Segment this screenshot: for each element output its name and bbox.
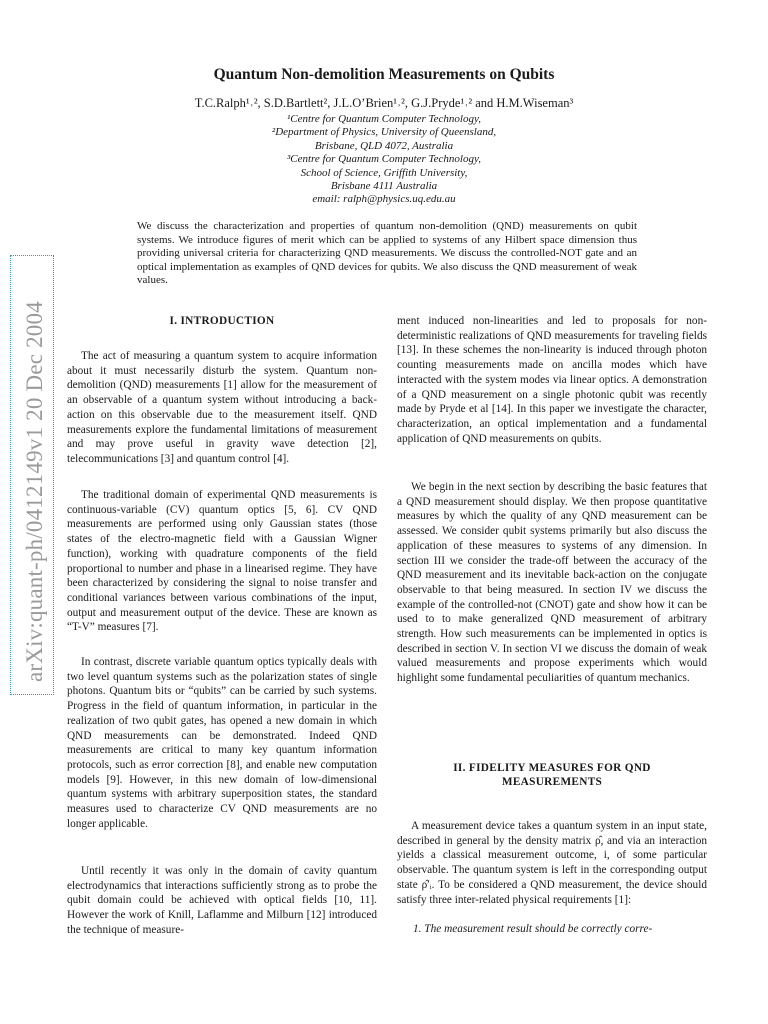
affiliation-line: ²Department of Physics, University of Queensland, bbox=[271, 126, 497, 139]
paragraph-text: We begin in the next section by describing the basic features that a QND measurement should display. We then propose quantitative measures by which the quality of any QND measurement can be assessed. We consider qubit systems primarily but also discuss the application of these measures to systems of any dimension. In section III we consider the trade-off between the accuracy of the QND measurement and its inevitable back-action on the conjugate observable to that being measured. In section IV we discuss the example of the controlled-not (CNOT) gate and show how it can be used to to make generalized QND measurement of arbitrary strength. How such measurements can be implemented in optics is described in section V. In section VI we discuss the domain of weak valued measurements and propose experiments which would highlight some fundamental peculiarities of quantum mechanics. bbox=[397, 481, 707, 685]
paragraph-text: In contrast, discrete variable quantum optics typically deals with two level quantum systems such as the polarization states of single photons. Quantum bits or “qubits” can be carried by such systems. Progress in the field of quantum information, in particular in the realization of two qubit gates, has opened a new domain in which QND measurements can be demonstrated. Indeed QND measurements are critical to many key quantum information protocols, such as error correction [8], and enable new computation models [9]. However, in this new domain of low-dimensional quantum systems with arbitrary superposition states, the standard measures used to characterize CV QND measurements are no longer applicable. bbox=[67, 656, 377, 830]
paragraph-text: The act of measuring a quantum system to acquire information about it must necessarily disturb the system. Quantum non-demolition (QND) measurements [1] allow for the measurement of an observable of a quantum system without introducing a back-action on this observable due to the measurement itself. QND measurements explore the fundamental limitations of measurement and may prove useful in gravity wave detection [2], telecommunications [3] and quantum control [4]. bbox=[67, 350, 377, 465]
intro-paragraph-1 bbox=[67, 349, 377, 467]
author-list: T.C.Ralph¹˒², S.D.Bartlett², J.L.O’Brien¹˒², G.J.Pryde¹˒² and H.M.Wiseman³ bbox=[194, 96, 574, 110]
section-heading-introduction: I. INTRODUCTION bbox=[169, 315, 275, 327]
affiliation-line: Brisbane 4111 Australia bbox=[330, 180, 438, 193]
section-heading-line: II. FIDELITY MEASURES FOR QND bbox=[453, 762, 651, 774]
arxiv-identifier: arXiv:quant-ph/0412149v1 20 Dec 2004 bbox=[22, 301, 47, 682]
intro-paragraph-4 bbox=[67, 864, 377, 938]
paragraph-text: The traditional domain of experimental QND measurements is continuous-variable (CV) quantum optics [5, 6]. CV QND measurements are performed using only Gaussian states (those states of the electro-magnetic field with a Gaussian Wigner function), working with quadrature components of the field proportional to number and phase in a linearised regime. They have been characterized by considering the signal to noise transfer and conditional variances between various combinations of the input, output and measurement output of the device. These are known as “T-V” measures [7]. bbox=[67, 489, 377, 634]
affiliations bbox=[0, 113, 768, 207]
intro-paragraph-5 bbox=[397, 314, 707, 446]
intro-paragraph-2 bbox=[67, 488, 377, 635]
paper-title: Quantum Non-demolition Measurements on Qubits bbox=[213, 66, 555, 83]
section-heading-fidelity bbox=[397, 761, 707, 789]
affiliation-line: Brisbane, QLD 4072, Australia bbox=[314, 139, 454, 152]
paragraph-text: A measurement device takes a quantum system in an input state, described in general by the density matrix ρ̂, and via an interaction yields a classical measurement outcome, i, of some particular observable. The quantum system is left in the corresponding output state ρ̂′ᵢ. To be considered a QND measurement, the device should satisfy three inter-related physical requirements [1]: bbox=[397, 820, 707, 906]
intro-paragraph-3 bbox=[67, 655, 377, 831]
section-heading-line: MEASUREMENTS bbox=[501, 776, 603, 788]
abstract: We discuss the characterization and properties of quantum non-demolition (QND) measurements on qubit systems. We introduce figures of merit which can be applied to systems of any Hilbert space dimension thus providing universal criteria for characterizing QND measurements. We discuss the controlled-NOT gate and an optical implementation as examples of QND devices for qubits. We also discuss the QND measurement of weak values. bbox=[137, 220, 637, 286]
paragraph-text: Until recently it was only in the domain of cavity quantum electrodynamics that interactions sufficiently strong as to probe the qubit domain could be achieved with optical fields [10, 11]. However the work of Knill, Laflamme and Milburn [12] introduced the technique of measure- bbox=[67, 865, 377, 936]
fidelity-paragraph-1 bbox=[397, 819, 707, 907]
affiliation-line: ³Centre for Quantum Computer Technology, bbox=[286, 153, 482, 166]
requirement-list-item-1: 1. The measurement result should be correctly corre- bbox=[413, 923, 653, 935]
affiliation-line: School of Science, Griffith University, bbox=[300, 166, 468, 179]
email-line: email: ralph@physics.uq.edu.au bbox=[312, 193, 456, 206]
intro-paragraph-6 bbox=[397, 480, 707, 686]
affiliation-line: ¹Centre for Quantum Computer Technology, bbox=[286, 113, 482, 125]
paragraph-text: ment induced non-linearities and led to proposals for non-deterministic realizations of QND measurements for traveling fields [13]. In these schemes the non-linearity is induced through photon counting measurements made on ancilla modes which have interacted with the system modes via linear optics. A demonstration of a QND measurement on a single photonic qubit was recently made by Pryde et al [14]. In this paper we investigate the character, characterization, an optical implementation and a fundamental application of QND measurements on qubits. bbox=[397, 315, 707, 445]
